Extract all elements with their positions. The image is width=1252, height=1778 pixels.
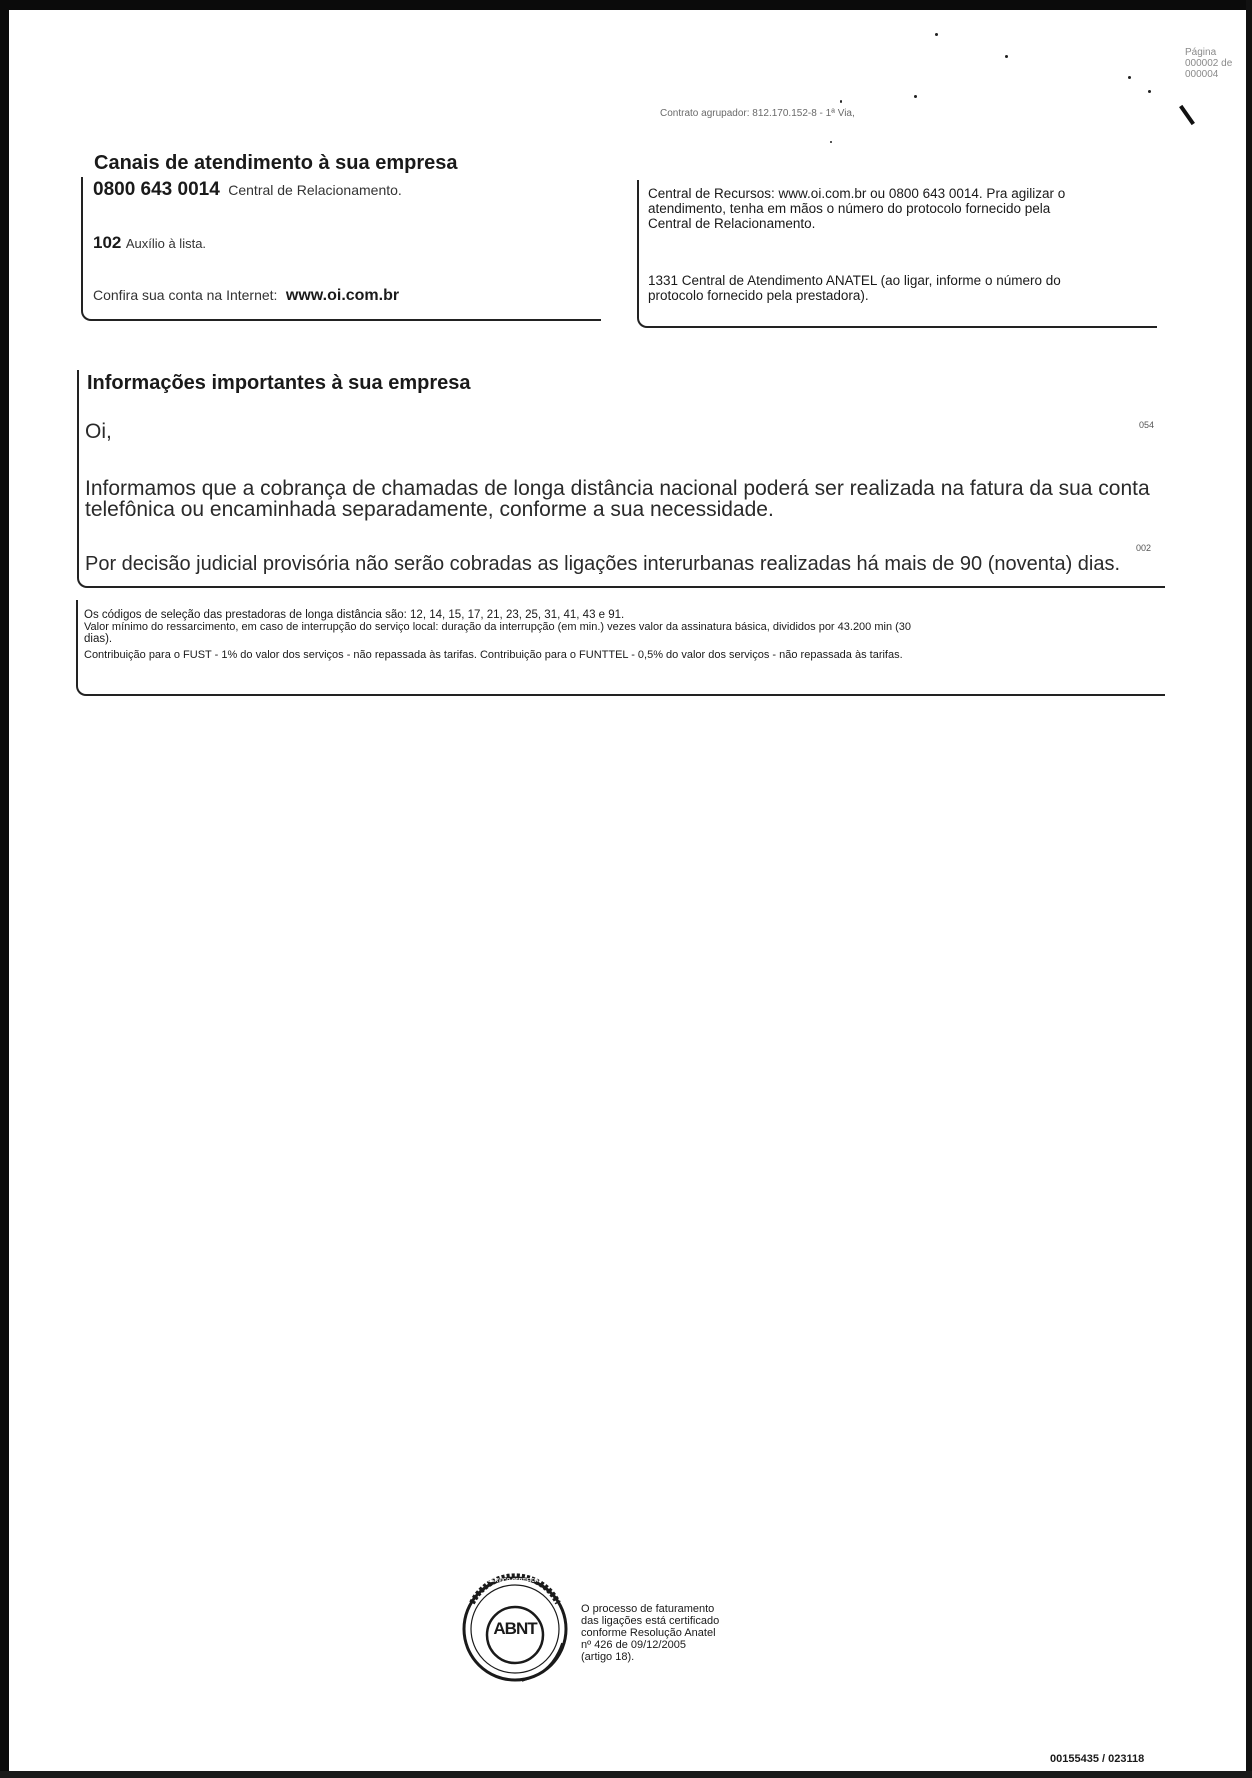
directory-phone: 102	[93, 233, 122, 252]
internet-label: Confira sua conta na Internet:	[93, 287, 278, 303]
scan-speck	[1128, 76, 1131, 79]
page-total: 000004	[1185, 69, 1219, 80]
scan-speck	[935, 33, 938, 36]
scan-speck	[914, 95, 917, 98]
certification-line-3: conforme Resolução Anatel	[581, 1627, 716, 1639]
footnote-carrier-codes: Os códigos de seleção das prestadoras de longa distância são: 12, 14, 15, 17, 21, 23, 25, 31, 41, 43 e 91.	[84, 609, 625, 621]
scan-edge-top	[0, 0, 1252, 10]
certification-line-4: nº 426 de 09/12/2005	[581, 1639, 686, 1651]
resources-text	[648, 186, 1138, 231]
info-code-1: 054	[1139, 420, 1155, 430]
scan-edge-bottom	[0, 1771, 1252, 1778]
relationship-phone: 0800 643 0014	[93, 179, 220, 200]
relationship-label: Central de Relacionamento.	[228, 182, 402, 198]
certification-line-5: (artigo 18).	[581, 1651, 635, 1663]
resources-line-1: Central de Recursos: www.oi.com.br ou 0800 643 0014. Pra agilizar o	[648, 186, 1066, 201]
footnote-refund: Valor mínimo do ressarcimento, em caso de interrupção do serviço local: duração da interrupção (em min.) vezes valor da assinatura básica, divididos por 43.200 min (30	[84, 621, 912, 633]
info-code-2: 002	[1136, 543, 1152, 553]
footnote-refund-cont: dias).	[84, 633, 113, 645]
scan-speck	[830, 141, 832, 143]
relationship-row	[93, 179, 402, 201]
scan-speck	[1148, 90, 1151, 93]
abnt-seal	[462, 1573, 572, 1685]
footnote-contributions: Contribuição para o FUST - 1% do valor dos serviços - não repassada às tarifas. Contribuição para o FUNTTEL - 0,5% do valor dos serviços - não repassada às tarifas.	[84, 649, 903, 661]
info-title: Informações importantes à sua empresa	[87, 372, 471, 394]
internet-row	[93, 287, 399, 305]
contract-line: Contrato agrupador: 812.170.152-8 - 1ª Via,	[660, 108, 855, 119]
info-paragraph-line-2: telefônica ou encaminhada separadamente, conforme a sua necessidade.	[85, 498, 774, 521]
anatel-text	[648, 273, 1148, 303]
directory-label: Auxílio à lista.	[125, 236, 207, 251]
page-indicator	[1185, 47, 1247, 80]
directory-row	[93, 233, 206, 253]
abnt-seal-text: ABNT	[493, 1619, 537, 1638]
footnotes	[84, 609, 1169, 661]
page-label: Página	[1185, 47, 1217, 58]
abnt-seal-ring-text: SERVIÇO CERTIFICADO	[488, 1578, 546, 1584]
internet-site: www.oi.com.br	[285, 287, 400, 304]
anatel-line-2: protocolo fornecido pela prestadora).	[648, 288, 869, 303]
scan-mark	[1179, 105, 1195, 125]
scan-edge-right	[1246, 0, 1252, 1778]
page-current: 000002 de	[1185, 58, 1233, 69]
info-paragraph	[85, 478, 1160, 520]
info-greeting: Oi,	[85, 420, 112, 443]
resources-line-3: Central de Relacionamento.	[648, 216, 816, 231]
document-number: 00155435 / 023118	[1050, 1753, 1145, 1765]
resources-line-2: atendimento, tenha em mãos o número do protocolo fornecido pela	[648, 201, 1051, 216]
channels-title: Canais de atendimento à sua empresa	[94, 152, 458, 174]
scan-speck	[840, 100, 842, 103]
anatel-line-1: 1331 Central de Atendimento ANATEL (ao ligar, informe o número do	[648, 273, 1061, 288]
certification-text	[581, 1603, 741, 1663]
scan-speck	[1005, 55, 1008, 58]
certification-line-1: O processo de faturamento	[581, 1603, 715, 1615]
scan-edge-left	[0, 0, 9, 1778]
info-paragraph-line-1: Informamos que a cobrança de chamadas de longa distância nacional poderá ser realizada na fatura da sua conta	[85, 477, 1150, 500]
judicial-line: Por decisão judicial provisória não serão cobradas as ligações interurbanas realizadas há mais de 90 (noventa) dias.	[85, 553, 1121, 575]
certification-line-2: das ligações está certificado	[581, 1615, 720, 1627]
